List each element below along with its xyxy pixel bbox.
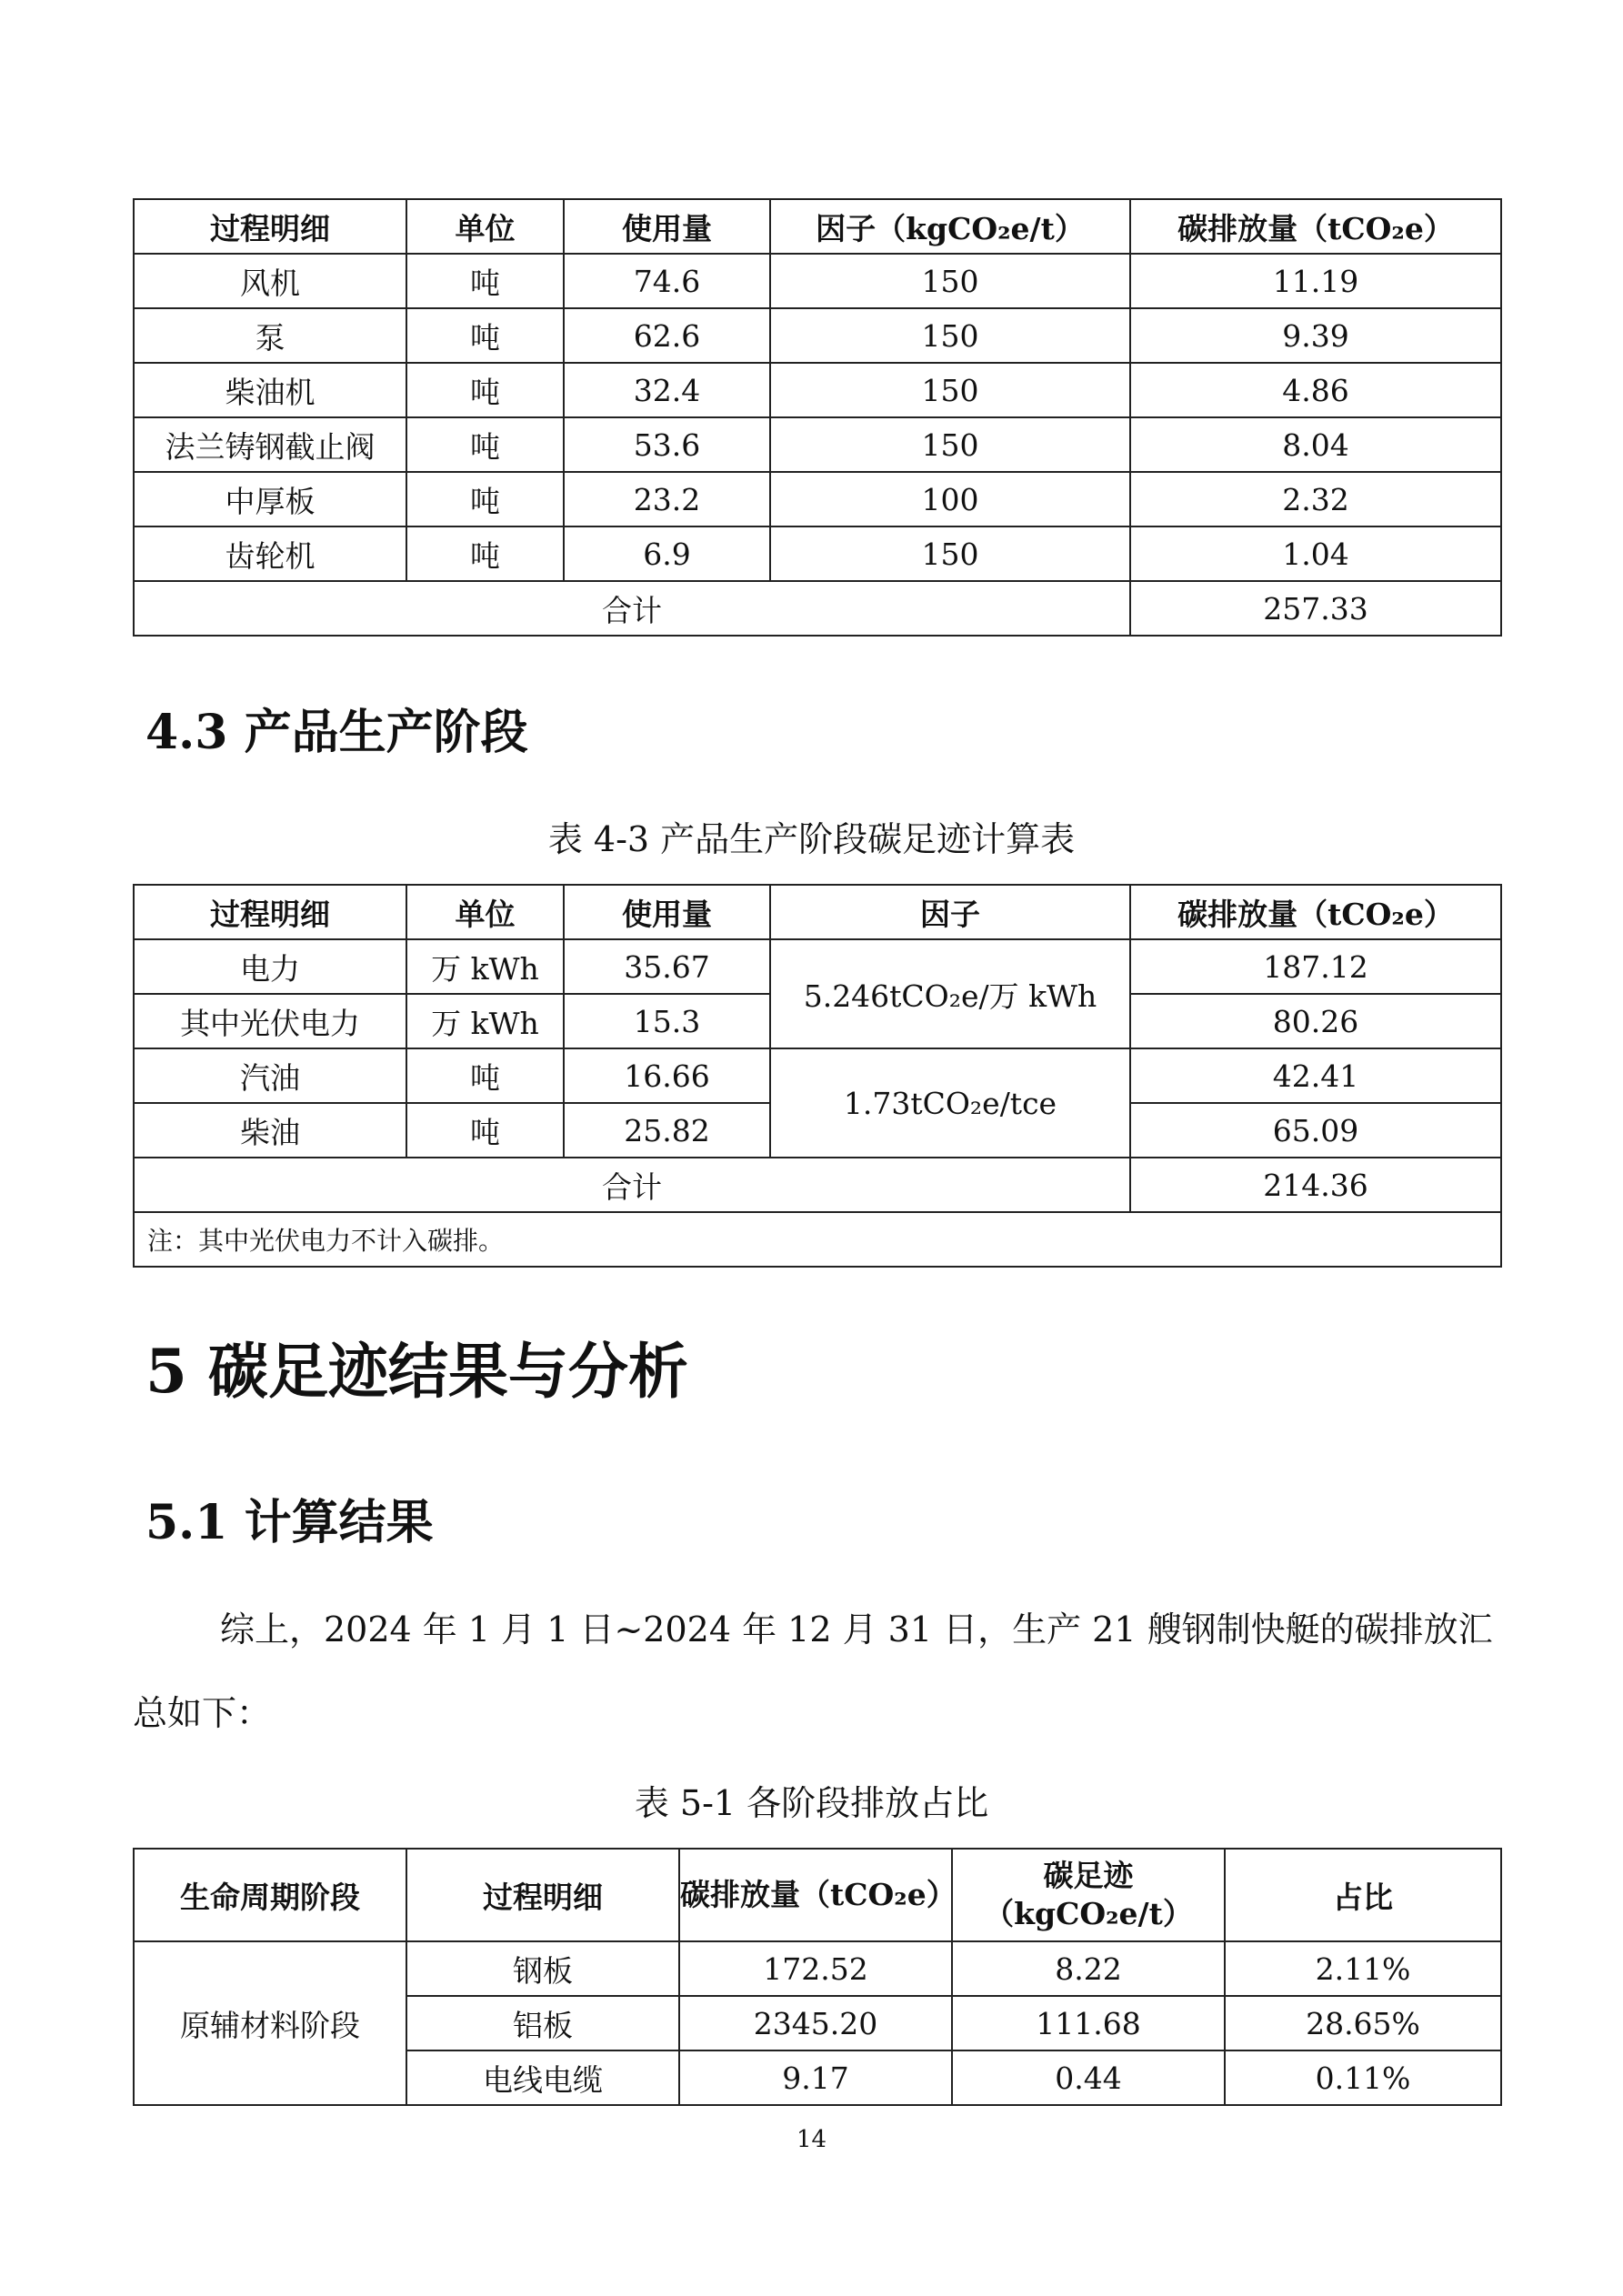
table-row bbox=[134, 1048, 1501, 1103]
table-row bbox=[134, 363, 1501, 417]
factor-cell: 1.73tCO₂e/tce bbox=[770, 1048, 1130, 1158]
table-cell: 42.41 bbox=[1130, 1048, 1501, 1103]
table-cell: 2345.20 bbox=[679, 1996, 952, 2050]
page-number: 14 bbox=[796, 2126, 827, 2153]
table-cell: 16.66 bbox=[564, 1048, 770, 1103]
table-cell: 23.2 bbox=[564, 472, 770, 526]
table-cell: 4.86 bbox=[1130, 363, 1501, 417]
total-label: 合计 bbox=[134, 1158, 1130, 1212]
table-cell: 32.4 bbox=[564, 363, 770, 417]
note-row bbox=[134, 1212, 1501, 1267]
table-cell: 11.19 bbox=[1130, 254, 1501, 308]
table-cell: 万 kWh bbox=[406, 994, 564, 1048]
table-cell: 吨 bbox=[406, 526, 564, 581]
stage-share-table bbox=[133, 1848, 1502, 2106]
table-cell: 35.67 bbox=[564, 939, 770, 994]
header-cell: 单位 bbox=[406, 199, 564, 254]
table-cell: 150 bbox=[770, 526, 1130, 581]
table-cell: 150 bbox=[770, 308, 1130, 363]
table-cell: 0.11% bbox=[1225, 2050, 1501, 2105]
table-row bbox=[134, 472, 1501, 526]
table-cell: 其中光伏电力 bbox=[134, 994, 406, 1048]
table-cell: 150 bbox=[770, 254, 1130, 308]
table-cell: 吨 bbox=[406, 417, 564, 472]
table-cell: 28.65% bbox=[1225, 1996, 1501, 2050]
table-cell: 100 bbox=[770, 472, 1130, 526]
table-row bbox=[134, 1941, 1501, 1996]
table-row bbox=[134, 254, 1501, 308]
table-cell: 吨 bbox=[406, 1048, 564, 1103]
table-header-row bbox=[134, 885, 1501, 939]
table-row bbox=[134, 417, 1501, 472]
table-cell: 65.09 bbox=[1130, 1103, 1501, 1158]
header-cell: 因子（kgCO₂e/t） bbox=[770, 199, 1130, 254]
factor-cell: 5.246tCO₂e/万 kWh bbox=[770, 939, 1130, 1048]
section-heading-5-1: 5.1 计算结果 bbox=[145, 1495, 434, 1550]
table-cell: 柴油机 bbox=[134, 363, 406, 417]
header-cell: 过程明细 bbox=[406, 1849, 679, 1941]
table-cell: 中厚板 bbox=[134, 472, 406, 526]
table-cell: 9.39 bbox=[1130, 308, 1501, 363]
table-row bbox=[134, 939, 1501, 994]
header-cell: 单位 bbox=[406, 885, 564, 939]
section-heading-4-3: 4.3 产品生产阶段 bbox=[145, 705, 528, 760]
table-cell: 0.44 bbox=[952, 2050, 1225, 2105]
table-cell: 吨 bbox=[406, 1103, 564, 1158]
table-cell: 150 bbox=[770, 363, 1130, 417]
table-cell: 吨 bbox=[406, 308, 564, 363]
table-cell: 吨 bbox=[406, 363, 564, 417]
table-cell: 25.82 bbox=[564, 1103, 770, 1158]
table-cell: 吨 bbox=[406, 254, 564, 308]
table-cell: 172.52 bbox=[679, 1941, 952, 1996]
table-cell: 80.26 bbox=[1130, 994, 1501, 1048]
header-cell: 因子 bbox=[770, 885, 1130, 939]
production-table bbox=[133, 884, 1502, 1268]
table-cell: 150 bbox=[770, 417, 1130, 472]
header-cell: 碳足迹（kgCO₂e/t） bbox=[952, 1849, 1225, 1941]
header-cell: 碳排放量（tCO₂e） bbox=[1130, 885, 1501, 939]
table-cell: 电线电缆 bbox=[406, 2050, 679, 2105]
table-cell: 187.12 bbox=[1130, 939, 1501, 994]
table-header-row bbox=[134, 1849, 1501, 1941]
table-cell: 8.22 bbox=[952, 1941, 1225, 1996]
table-row bbox=[134, 526, 1501, 581]
header-cell: 生命周期阶段 bbox=[134, 1849, 406, 1941]
table-cell: 钢板 bbox=[406, 1941, 679, 1996]
table-cell: 62.6 bbox=[564, 308, 770, 363]
table-cell: 15.3 bbox=[564, 994, 770, 1048]
table-cell: 汽油 bbox=[134, 1048, 406, 1103]
table-cell: 法兰铸钢截止阀 bbox=[134, 417, 406, 472]
total-label: 合计 bbox=[134, 581, 1130, 636]
table-cell: 9.17 bbox=[679, 2050, 952, 2105]
table-cell: 吨 bbox=[406, 472, 564, 526]
table-cell: 2.32 bbox=[1130, 472, 1501, 526]
table-cell: 万 kWh bbox=[406, 939, 564, 994]
header-cell: 使用量 bbox=[564, 199, 770, 254]
table-cell: 6.9 bbox=[564, 526, 770, 581]
header-cell: 占比 bbox=[1225, 1849, 1501, 1941]
table-cell: 53.6 bbox=[564, 417, 770, 472]
header-cell: 过程明细 bbox=[134, 199, 406, 254]
total-value: 214.36 bbox=[1130, 1158, 1501, 1212]
table-cell: 铝板 bbox=[406, 1996, 679, 2050]
table-cell: 1.04 bbox=[1130, 526, 1501, 581]
total-row bbox=[134, 1158, 1501, 1212]
table-header-row bbox=[134, 199, 1501, 254]
header-cell: 过程明细 bbox=[134, 885, 406, 939]
header-cell: 碳排放量（tCO₂e） bbox=[1130, 199, 1501, 254]
stage-cell: 原辅材料阶段 bbox=[134, 1941, 406, 2105]
table-cell: 泵 bbox=[134, 308, 406, 363]
table-4-3-caption: 表 4-3 产品生产阶段碳足迹计算表 bbox=[547, 819, 1076, 859]
table-cell: 74.6 bbox=[564, 254, 770, 308]
materials-table bbox=[133, 198, 1502, 637]
table-cell: 风机 bbox=[134, 254, 406, 308]
table-5-1-caption: 表 5-1 各阶段排放占比 bbox=[634, 1783, 989, 1823]
header-cell: 碳排放量（tCO₂e） bbox=[679, 1849, 952, 1941]
paragraph-text: 综上，2024 年 1 月 1 日~2024 年 12 月 31 日，生产 21 艘钢制快艇的碳排放汇总如下： bbox=[133, 1609, 1493, 1733]
table-row bbox=[134, 308, 1501, 363]
total-row bbox=[134, 581, 1501, 636]
table-cell: 111.68 bbox=[952, 1996, 1225, 2050]
table-cell: 电力 bbox=[134, 939, 406, 994]
table-cell: 柴油 bbox=[134, 1103, 406, 1158]
summary-paragraph bbox=[133, 1588, 1497, 1755]
table-cell: 8.04 bbox=[1130, 417, 1501, 472]
total-value: 257.33 bbox=[1130, 581, 1501, 636]
table-cell: 2.11% bbox=[1225, 1941, 1501, 1996]
table-note: 注：其中光伏电力不计入碳排。 bbox=[134, 1212, 1501, 1267]
chapter-heading-5: 5 碳足迹结果与分析 bbox=[145, 1336, 688, 1407]
table-cell: 齿轮机 bbox=[134, 526, 406, 581]
header-cell: 使用量 bbox=[564, 885, 770, 939]
